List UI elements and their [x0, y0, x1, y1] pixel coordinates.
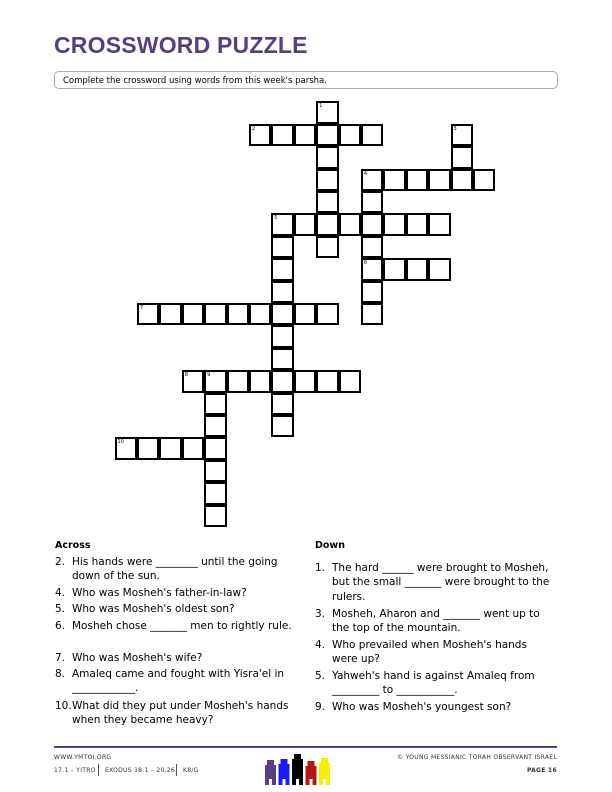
- grid-cell[interactable]: [204, 303, 227, 326]
- clue-text: Who was Mosheh's wife?: [72, 652, 203, 664]
- footer-divider: [54, 746, 557, 748]
- clue-item: [55, 619, 295, 633]
- grid-cell[interactable]: [316, 370, 339, 393]
- grid-cell[interactable]: [451, 124, 474, 147]
- clue-number: 4.: [55, 587, 66, 599]
- grid-cell[interactable]: [361, 303, 384, 326]
- clue-item: [315, 700, 555, 714]
- instructions-box: Complete the crossword using words from this week's parsha.: [54, 71, 558, 89]
- clue-number: 3.: [315, 608, 326, 620]
- footer-lesson: 17.1 – YITRO: [54, 767, 96, 774]
- grid-cell[interactable]: [249, 303, 272, 326]
- grid-cell[interactable]: [316, 191, 339, 214]
- grid-cell[interactable]: [316, 213, 339, 236]
- grid-cell[interactable]: [271, 213, 294, 236]
- grid-cell[interactable]: [204, 460, 227, 483]
- clue-number: 8.: [55, 668, 66, 680]
- clue-text: The hard ______ were brought to Mosheh, but the small _______ were brought to the rulers.: [332, 562, 550, 603]
- grid-cell[interactable]: [339, 370, 362, 393]
- cell-number: 4: [363, 170, 368, 177]
- grid-cell[interactable]: [383, 213, 406, 236]
- grid-cell[interactable]: [159, 303, 182, 326]
- grid-cell[interactable]: [316, 303, 339, 326]
- clue-text: What did they put under Mosheh's hands when they became heavy?: [72, 700, 289, 727]
- grid-cell[interactable]: [428, 258, 451, 281]
- clue-text: Amaleq came and fought with Yisra'el in ____________.: [72, 668, 285, 695]
- grid-cell[interactable]: [339, 124, 362, 147]
- grid-cell[interactable]: [204, 393, 227, 416]
- grid-cell[interactable]: [271, 303, 294, 326]
- grid-cell[interactable]: [361, 191, 384, 214]
- across-heading: Across: [55, 540, 91, 551]
- grid-cell[interactable]: [204, 415, 227, 438]
- grid-cell[interactable]: [249, 370, 272, 393]
- grid-cell[interactable]: [204, 505, 227, 528]
- grid-cell[interactable]: [428, 213, 451, 236]
- cell-number: 1: [319, 103, 323, 110]
- clue-text: Mosheh chose _______ men to rightly rule.: [72, 620, 292, 632]
- grid-cell[interactable]: [294, 303, 317, 326]
- footer-copyright: © YOUNG MESSIANIC TORAH OBSERVANT ISRAEL: [397, 754, 557, 761]
- grid-cell[interactable]: [451, 146, 474, 169]
- grid-cell[interactable]: [294, 124, 317, 147]
- grid-cell[interactable]: [361, 281, 384, 304]
- clue-item: [55, 699, 295, 728]
- cell-number: 5: [274, 215, 278, 222]
- grid-cell[interactable]: [361, 213, 384, 236]
- clue-item: [315, 638, 555, 667]
- cell-number: 3: [453, 125, 457, 132]
- grid-cell[interactable]: [406, 258, 429, 281]
- clue-text: Mosheh, Aharon and _______ went up to the top of the mountain.: [332, 608, 540, 635]
- grid-cell[interactable]: [204, 482, 227, 505]
- grid-cell[interactable]: [383, 169, 406, 192]
- grid-cell[interactable]: [159, 437, 182, 460]
- logo-figure: [319, 758, 330, 785]
- clue-text: Who was Mosheh's youngest son?: [332, 701, 512, 713]
- grid-cell[interactable]: [361, 124, 384, 147]
- logo-figure: [292, 754, 303, 785]
- cell-number: 2: [251, 125, 256, 132]
- grid-cell[interactable]: [271, 348, 294, 371]
- grid-cell[interactable]: [227, 370, 250, 393]
- clue-number: 4.: [315, 639, 326, 651]
- footer-website[interactable]: WWW.YMTOI.ORG: [54, 754, 112, 761]
- clue-number: 2.: [55, 556, 66, 568]
- grid-cell[interactable]: [271, 415, 294, 438]
- grid-cell[interactable]: [339, 213, 362, 236]
- logo-figure: [306, 761, 317, 785]
- grid-cell[interactable]: [271, 370, 294, 393]
- footer-separator: [98, 764, 99, 776]
- grid-cell[interactable]: [271, 325, 294, 348]
- footer-separator: [176, 764, 177, 776]
- logo-figure: [265, 760, 276, 785]
- grid-cell[interactable]: [182, 370, 205, 393]
- clue-number: 10.: [55, 700, 72, 712]
- grid-cell[interactable]: [204, 370, 227, 393]
- clue-item: [55, 667, 295, 696]
- grid-cell[interactable]: [316, 124, 339, 147]
- cell-number: 7: [139, 304, 144, 311]
- grid-cell[interactable]: [271, 281, 294, 304]
- down-heading: Down: [315, 540, 345, 551]
- clue-number: 6.: [55, 620, 66, 632]
- clue-item: [55, 555, 295, 584]
- grid-cell[interactable]: [271, 258, 294, 281]
- clue-text: His hands were ________ until the going down of the sun.: [72, 556, 278, 583]
- grid-cell[interactable]: [316, 169, 339, 192]
- grid-cell[interactable]: [271, 124, 294, 147]
- grid-cell[interactable]: [428, 169, 451, 192]
- clue-item: [55, 651, 295, 665]
- grid-cell[interactable]: [115, 437, 138, 460]
- grid-cell[interactable]: [316, 146, 339, 169]
- clue-text: Who was Mosheh's father-in-law?: [72, 587, 247, 599]
- grid-cell[interactable]: [316, 101, 339, 124]
- grid-cell[interactable]: [383, 258, 406, 281]
- clue-number: 7.: [55, 652, 66, 664]
- grid-cell[interactable]: [182, 437, 205, 460]
- grid-cell[interactable]: [294, 213, 317, 236]
- clue-number: 5.: [55, 603, 66, 615]
- grid-cell[interactable]: [361, 236, 384, 259]
- grid-cell[interactable]: [361, 169, 384, 192]
- grid-cell[interactable]: [204, 437, 227, 460]
- cell-number: 10: [117, 439, 124, 446]
- grid-cell[interactable]: [271, 393, 294, 416]
- clue-item: [315, 669, 555, 698]
- grid-cell[interactable]: [361, 258, 384, 281]
- clue-item: [315, 607, 555, 636]
- grid-cell[interactable]: [406, 213, 429, 236]
- grid-cell[interactable]: [294, 370, 317, 393]
- clue-number: 1.: [315, 562, 326, 574]
- grid-cell[interactable]: [271, 236, 294, 259]
- ymtoi-logo-icon: [262, 752, 332, 786]
- clue-item: [55, 586, 295, 600]
- cell-number: 9: [207, 372, 211, 379]
- clue-text: Who was Mosheh's oldest son?: [72, 603, 235, 615]
- footer-grade: K8/G: [183, 767, 199, 774]
- grid-cell[interactable]: [182, 303, 205, 326]
- clue-text: Who prevailed when Mosheh's hands were up?: [332, 639, 527, 666]
- grid-cell[interactable]: [316, 236, 339, 259]
- grid-cell[interactable]: [249, 124, 272, 147]
- clue-item: [55, 602, 295, 616]
- grid-cell[interactable]: [137, 303, 160, 326]
- cell-number: 8: [184, 372, 188, 379]
- grid-cell[interactable]: [451, 169, 474, 192]
- page-title: CROSSWORD PUZZLE: [54, 32, 308, 58]
- grid-cell[interactable]: [406, 169, 429, 192]
- clue-text: Yahweh's hand is against Amaleq from _________ to ___________.: [332, 670, 535, 697]
- logo-figure: [279, 759, 290, 785]
- page-number: PAGE 16: [526, 767, 557, 774]
- grid-cell[interactable]: [227, 303, 250, 326]
- grid-cell[interactable]: [137, 437, 160, 460]
- clue-number: 5.: [315, 670, 326, 682]
- clue-item: [315, 561, 555, 604]
- clue-number: 9.: [315, 701, 326, 713]
- footer-reference: EXODUS 18.1 – 20.26: [105, 767, 176, 774]
- cell-number: 6: [363, 260, 368, 267]
- grid-cell[interactable]: [473, 169, 496, 192]
